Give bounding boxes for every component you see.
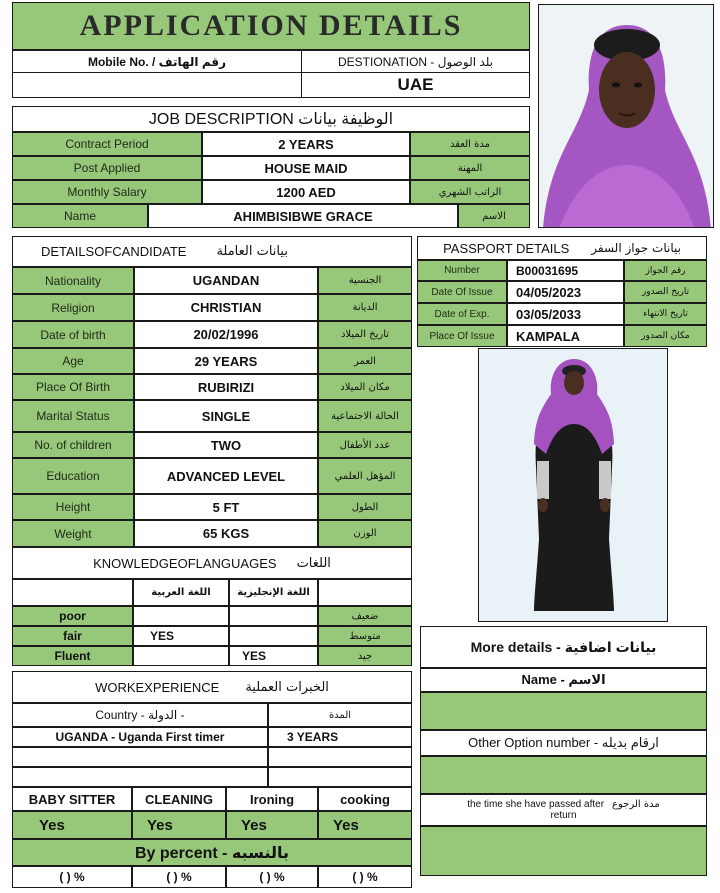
languages-ar-cell (318, 626, 412, 646)
full-body-photo (478, 348, 668, 622)
work-duration-cell (268, 727, 412, 747)
skill-value-cell (132, 811, 226, 839)
candidate-label: Height (55, 500, 91, 514)
job-label: Contract Period (65, 137, 149, 151)
work-country-header (12, 703, 268, 727)
candidate-heading-cell (12, 236, 412, 267)
percent-cell (132, 866, 226, 888)
skill-label: CLEANING (145, 791, 213, 807)
skill-value-cell (12, 811, 132, 839)
candidate-value-cell (134, 294, 318, 321)
languages-english-cell (229, 646, 318, 666)
skill-value: Yes (39, 816, 65, 834)
languages-col-arabic (133, 579, 229, 606)
passport-value-cell (507, 260, 624, 281)
work-duration-label: المدة (328, 709, 352, 721)
candidate-label-cell (12, 400, 134, 432)
job-ar-cell (410, 156, 530, 180)
destination-value-cell (301, 72, 530, 98)
candidate-ar-cell (318, 494, 412, 520)
candidate-ar-label: الطول (351, 501, 379, 513)
candidate-ar-cell (318, 400, 412, 432)
candidate-label: Date of birth (40, 327, 106, 342)
job-ar-cell (458, 204, 530, 228)
candidate-value: ADVANCED LEVEL (166, 468, 286, 484)
candidate-label: Religion (51, 300, 95, 315)
candidate-value-cell (134, 432, 318, 458)
job-label-cell (12, 204, 148, 228)
candidate-ar-label: المؤهل العلمي (334, 470, 396, 482)
job-ar-label: الاسم (482, 210, 506, 222)
candidate-value: SINGLE (201, 408, 251, 424)
candidate-value-cell (134, 267, 318, 294)
more-name-value-cell (420, 692, 707, 730)
percent-heading: By percent - بالنسبه (135, 844, 289, 862)
candidate-value-cell (134, 348, 318, 374)
job-label: Post Applied (73, 161, 141, 175)
passport-label-cell (417, 281, 507, 303)
work-duration-cell (268, 767, 412, 787)
candidate-ar-cell (318, 294, 412, 321)
passport-label: Date Of Issue (431, 286, 493, 298)
mobile-label: Mobile No. / رقم الهاتف (87, 54, 227, 69)
languages-ar-label: متوسط (349, 630, 381, 642)
more-other-value-cell (420, 756, 707, 794)
work-heading: WORKEXPERIENCE (95, 679, 220, 695)
passport-value: B00031695 (516, 263, 579, 278)
languages-level-cell (12, 606, 133, 626)
percent-value: ( ) % (259, 870, 285, 884)
languages-level: fair (63, 629, 82, 643)
work-duration-cell (268, 747, 412, 767)
passport-value: 03/05/2033 (516, 306, 582, 322)
candidate-ar-label: الحالة الاجتماعية (331, 410, 399, 422)
mobile-label-cell (12, 50, 302, 73)
work-heading-cell (12, 671, 412, 703)
more-name-label-cell (420, 668, 707, 692)
more-heading-cell (420, 626, 707, 668)
languages-arabic-value: YES (150, 629, 175, 643)
work-country-cell (12, 747, 268, 767)
skill-value-cell (318, 811, 412, 839)
more-name-label: Name - الاسم (521, 672, 606, 687)
job-value-cell (148, 204, 458, 228)
candidate-ar-label: الوزن (353, 528, 377, 539)
work-country-cell (12, 767, 268, 787)
candidate-ar-label: عدد الأطفال (339, 439, 391, 451)
candidate-ar-label: تاريخ الميلاد (340, 329, 390, 340)
job-value: 2 YEARS (278, 136, 334, 152)
passport-ar-label: مكان الصدور (641, 331, 690, 341)
percent-value: ( ) % (352, 870, 378, 884)
skill-value: Yes (333, 816, 359, 834)
job-ar-cell (410, 132, 530, 156)
more-time-label-ar: مدة الرجوع (612, 799, 660, 810)
destination-label-cell (301, 50, 530, 73)
job-label: Name (63, 209, 96, 223)
languages-english-cell (229, 626, 318, 646)
candidate-ar-cell (318, 348, 412, 374)
passport-ar-label: تاريخ الانتهاء (643, 309, 688, 319)
candidate-label-cell (12, 374, 134, 400)
candidate-heading: DETAILSOFCANDIDATE (41, 244, 187, 259)
candidate-ar-cell (318, 321, 412, 348)
candidate-label: No. of children (34, 438, 112, 452)
job-value: HOUSE MAID (264, 160, 348, 176)
job-heading-cell (12, 106, 530, 132)
candidate-value: 5 FT (212, 499, 240, 515)
languages-ar-label: ضعيف (351, 610, 379, 622)
passport-value-cell (507, 325, 624, 347)
more-heading: More details - بيانات اضافية (470, 638, 657, 655)
languages-col-english-label: اللغة الإنجليزية (237, 587, 310, 598)
skill-label-cell (226, 787, 318, 811)
more-time-label-2: return (550, 810, 577, 821)
languages-english-cell (229, 606, 318, 626)
languages-english-value: YES (242, 649, 267, 663)
passport-heading-ar: بيانات جواز السفر (591, 241, 681, 255)
job-label-cell (12, 180, 202, 204)
languages-heading-cell (12, 547, 412, 579)
candidate-ar-label: العمر (354, 355, 376, 367)
job-value-cell (202, 180, 410, 204)
languages-level: poor (59, 609, 86, 623)
candidate-label-cell (12, 432, 134, 458)
passport-label: Number (444, 265, 480, 276)
languages-ar-cell (318, 646, 412, 666)
job-value-cell (202, 156, 410, 180)
candidate-ar-label: الجنسية (348, 275, 382, 286)
candidate-label: Weight (54, 526, 92, 541)
candidate-label-cell (12, 520, 134, 547)
candidate-heading-ar: بيانات العاملة (216, 244, 288, 259)
skill-value-cell (226, 811, 318, 839)
candidate-label-cell (12, 267, 134, 294)
more-time-label-cell (420, 794, 707, 826)
skill-label-cell (12, 787, 132, 811)
passport-value: 04/05/2023 (516, 284, 582, 300)
passport-value-cell (507, 303, 624, 325)
full-body-illustration (479, 349, 668, 622)
work-duration-value: 3 YEARS (287, 730, 339, 744)
more-other-label-cell (420, 730, 707, 756)
candidate-ar-cell (318, 267, 412, 294)
job-label-cell (12, 156, 202, 180)
candidate-label-cell (12, 348, 134, 374)
passport-label: Date of Exp. (434, 308, 490, 320)
destination-label: DESTIONATION - بلد الوصول (337, 54, 494, 69)
job-value: 1200 AED (276, 184, 336, 200)
passport-ar-label: رقم الجواز (645, 265, 686, 276)
languages-arabic-cell (133, 606, 229, 626)
candidate-value: 65 KGS (202, 526, 250, 541)
languages-blank-cell (318, 579, 412, 606)
candidate-ar-cell (318, 458, 412, 494)
candidate-label: Nationality (44, 273, 102, 288)
job-ar-label: الراتب الشهري (438, 186, 502, 198)
candidate-value-cell (134, 321, 318, 348)
percent-value: ( ) % (59, 870, 85, 884)
percent-value: ( ) % (166, 870, 192, 884)
candidate-label: Marital Status (36, 409, 110, 423)
languages-arabic-cell (133, 626, 229, 646)
languages-level-cell (12, 646, 133, 666)
title-bar (12, 2, 530, 50)
candidate-label: Education (46, 469, 100, 483)
languages-level: Fluent (54, 649, 91, 663)
passport-heading-cell (417, 236, 707, 260)
more-other-label: Other Option number - ارقام بديله (468, 735, 659, 750)
candidate-value: 29 YEARS (194, 353, 258, 369)
job-ar-cell (410, 180, 530, 204)
passport-ar-cell (624, 325, 707, 347)
candidate-ar-cell (318, 432, 412, 458)
job-ar-label: مدة العقد (450, 138, 490, 150)
languages-ar-cell (318, 606, 412, 626)
languages-col-english (229, 579, 318, 606)
candidate-label-cell (12, 494, 134, 520)
passport-ar-cell (624, 303, 707, 325)
candidate-value: CHRISTIAN (190, 300, 262, 315)
job-value: AHIMBISIBWE GRACE (233, 208, 373, 224)
job-ar-label: المهنة (457, 162, 483, 174)
candidate-ar-cell (318, 374, 412, 400)
candidate-label-cell (12, 294, 134, 321)
percent-heading-cell (12, 839, 412, 866)
candidate-label: Age (62, 354, 84, 368)
candidate-value-cell (134, 400, 318, 432)
more-time-label: the time she have passed after (467, 799, 605, 810)
page-title: APPLICATION DETAILS (79, 9, 463, 42)
candidate-value-cell (134, 520, 318, 547)
job-label: Monthly Salary (67, 185, 147, 199)
job-label-cell (12, 132, 202, 156)
candidate-value-cell (134, 494, 318, 520)
percent-cell (12, 866, 132, 888)
passport-heading: PASSPORT DETAILS (443, 240, 570, 256)
candidate-ar-label: مكان الميلاد (340, 381, 390, 393)
work-country-value: UGANDA - Uganda First timer (55, 730, 225, 744)
skill-label: cooking (340, 791, 390, 807)
languages-level-cell (12, 626, 133, 646)
skill-value: Yes (147, 816, 173, 834)
candidate-value: UGANDAN (192, 273, 260, 288)
work-duration-header (268, 703, 412, 727)
skill-label: BABY SITTER (28, 791, 116, 807)
percent-cell (318, 866, 412, 888)
candidate-ar-label: الديانة (352, 302, 378, 313)
candidate-ar-cell (318, 520, 412, 547)
languages-blank-cell (12, 579, 133, 606)
work-country-cell (12, 727, 268, 747)
passport-ar-cell (624, 281, 707, 303)
languages-heading: KNOWLEDGEOFLANGUAGES (93, 555, 277, 571)
more-time-value-cell (420, 826, 707, 876)
candidate-value-cell (134, 374, 318, 400)
passport-label-cell (417, 260, 507, 281)
languages-heading-ar: اللغات (296, 555, 331, 571)
candidate-label-cell (12, 458, 134, 494)
passport-ar-label: تاريخ الصدور (641, 287, 690, 297)
skill-label: Ironing (249, 791, 295, 807)
passport-label: Place Of Issue (429, 330, 495, 342)
portrait-illustration (539, 5, 714, 228)
candidate-value: 20/02/1996 (193, 327, 259, 342)
passport-label-cell (417, 325, 507, 347)
languages-ar-label: جيد (357, 650, 373, 662)
candidate-value: TWO (210, 437, 242, 453)
portrait-photo (538, 4, 714, 228)
candidate-value-cell (134, 458, 318, 494)
passport-value: KAMPALA (516, 328, 581, 344)
job-heading: JOB DESCRIPTION الوظيفة بيانات (148, 111, 394, 128)
passport-ar-cell (624, 260, 707, 281)
candidate-label-cell (12, 321, 134, 348)
candidate-label: Place Of Birth (35, 380, 111, 394)
languages-arabic-cell (133, 646, 229, 666)
mobile-value-cell (12, 72, 302, 98)
work-country-label: Country - الدولة - (95, 708, 185, 722)
languages-col-arabic-label: اللغة العربية (151, 587, 211, 598)
passport-value-cell (507, 281, 624, 303)
skill-label-cell (318, 787, 412, 811)
destination-value: UAE (397, 75, 434, 94)
passport-label-cell (417, 303, 507, 325)
percent-cell (226, 866, 318, 888)
candidate-value: RUBIRIZI (197, 379, 255, 395)
job-value-cell (202, 132, 410, 156)
skill-label-cell (132, 787, 226, 811)
skill-value: Yes (241, 816, 267, 834)
work-heading-ar: الخبرات العملية (245, 679, 329, 695)
